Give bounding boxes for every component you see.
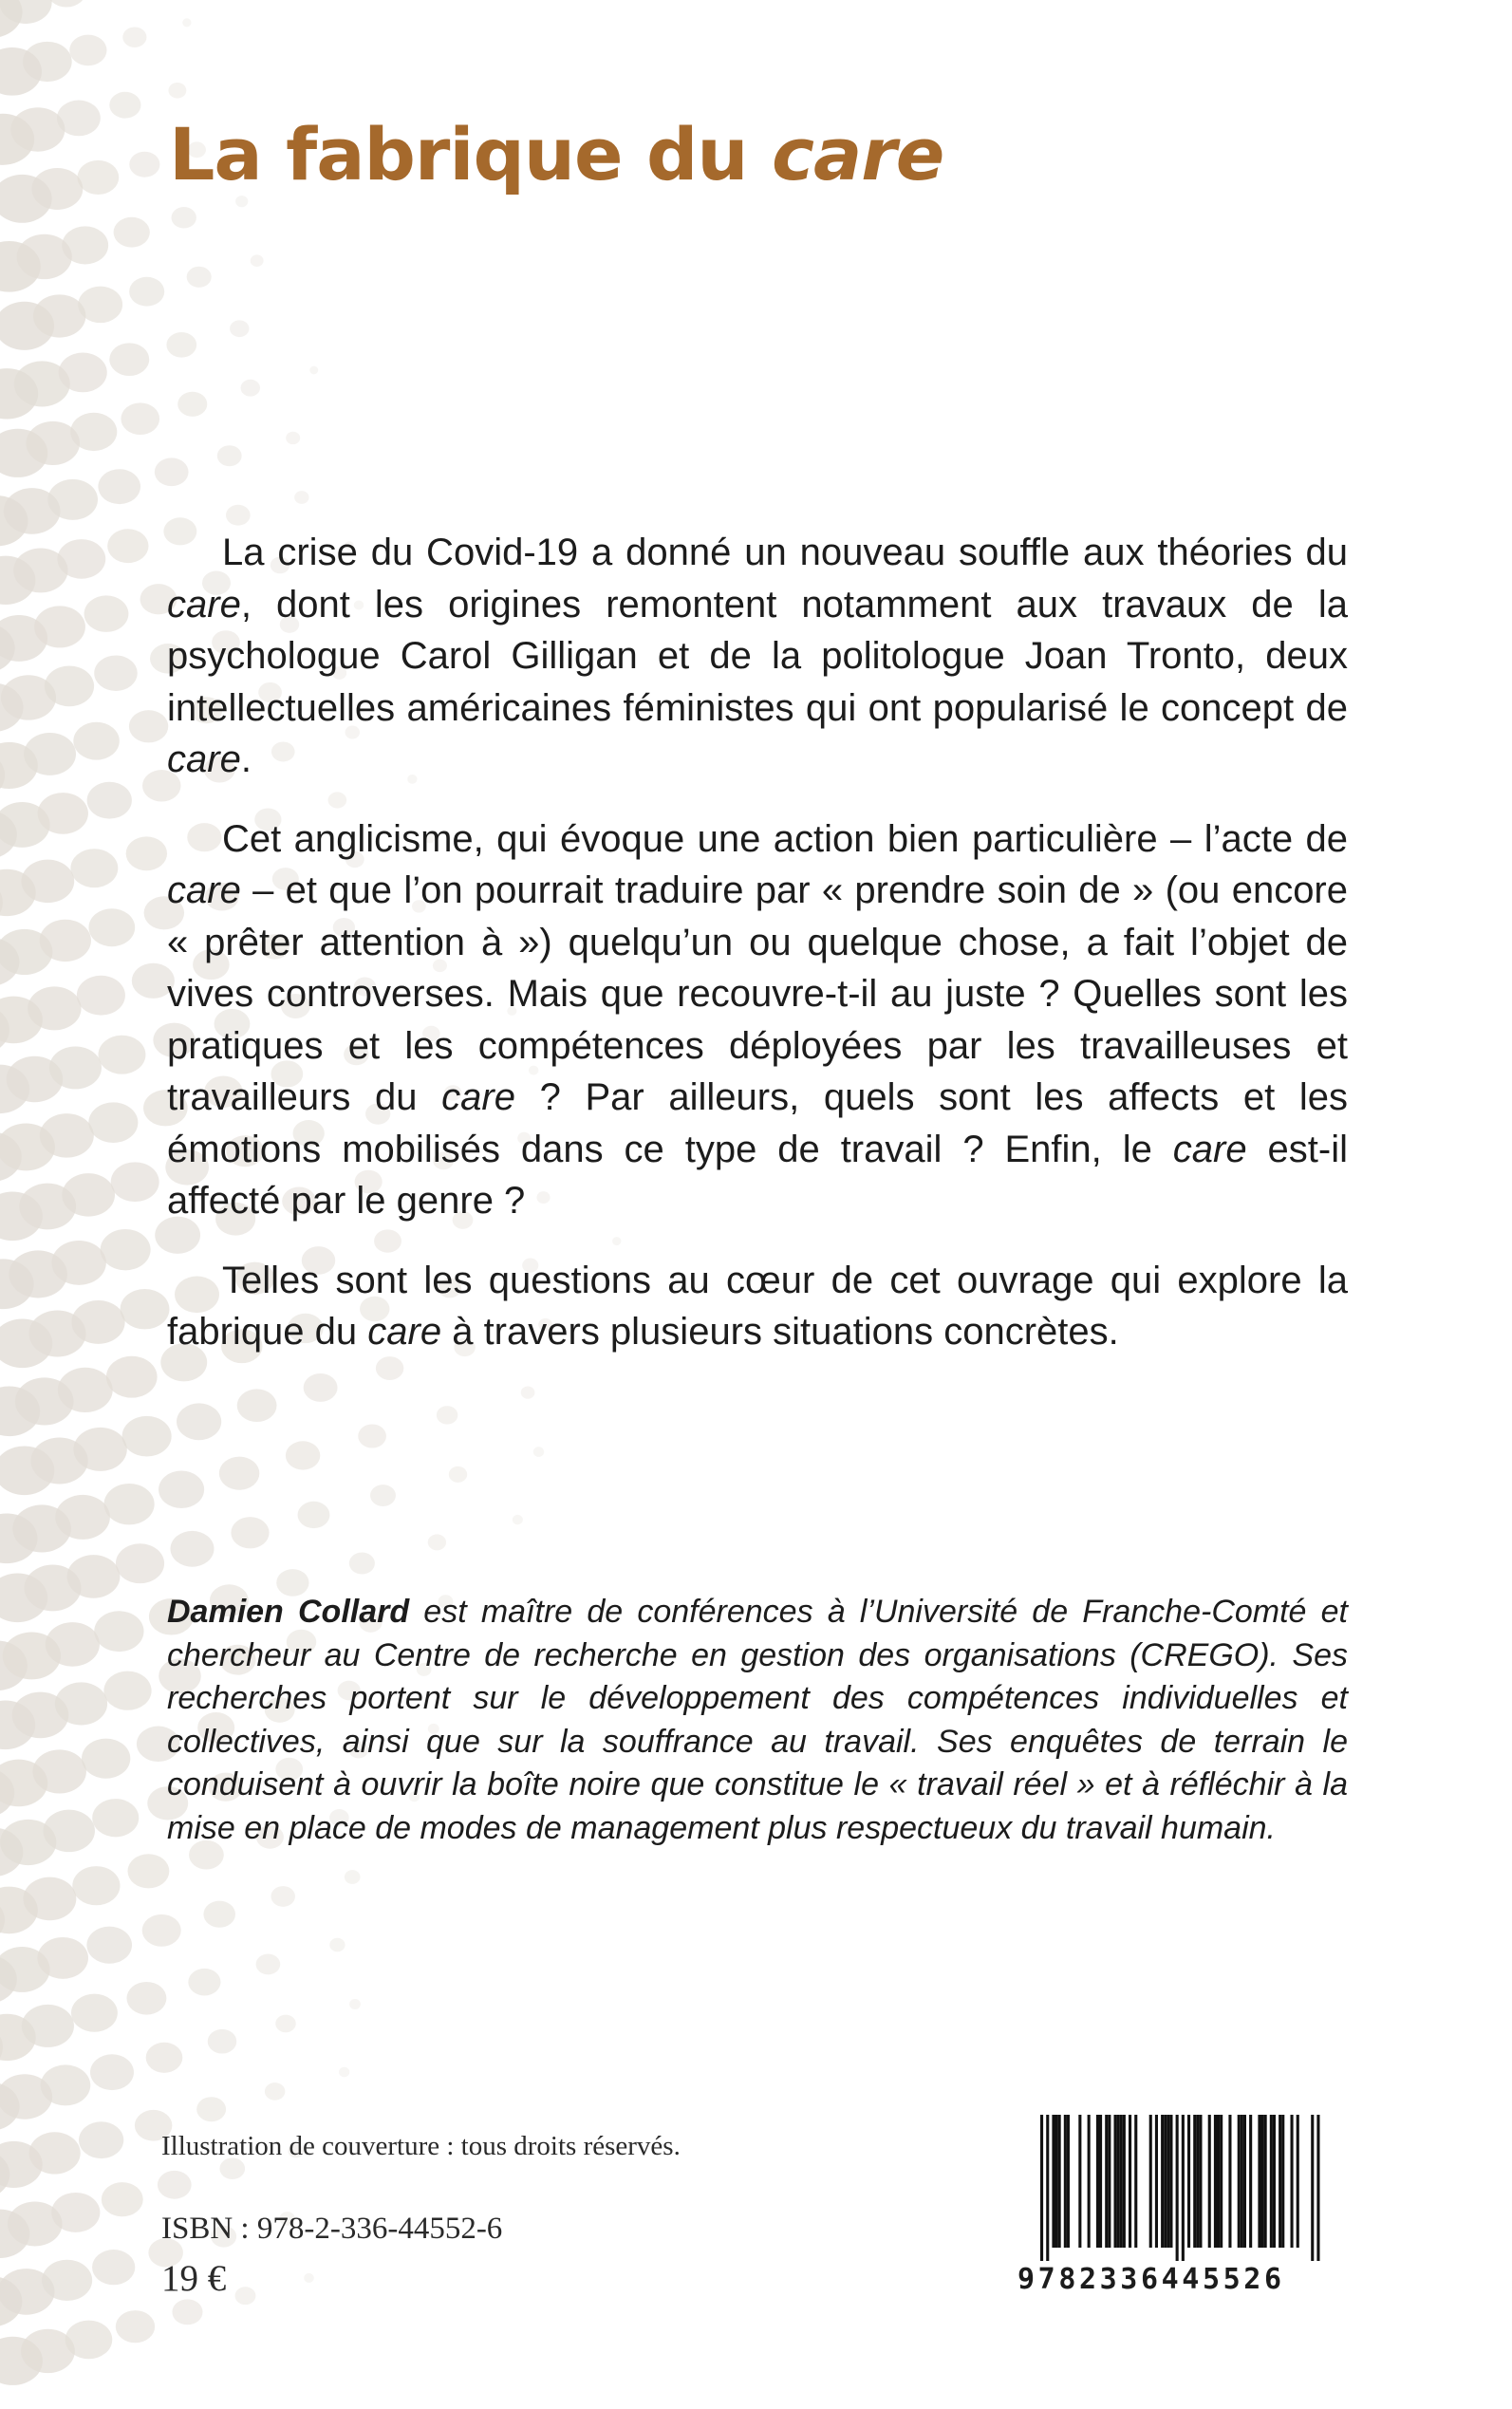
dot [51, 1241, 105, 1285]
blurb-text: Cet anglicisme, qui évoque une action bien particulière – l’acte de [222, 817, 1348, 860]
dot [72, 1866, 120, 1905]
dot [71, 1994, 118, 2032]
dot [208, 2029, 236, 2054]
barcode-bar [1064, 2115, 1067, 2248]
dot [31, 168, 83, 210]
blurb-text: Telles sont les questions au cœur de cet ouvrage qui explore la fabrique du [167, 1259, 1348, 1353]
dot [196, 2097, 226, 2121]
dot [24, 733, 76, 775]
dot [177, 392, 207, 417]
dot [121, 402, 159, 435]
barcode-bar [1196, 2115, 1199, 2248]
dot [32, 1749, 86, 1793]
dot [92, 1799, 139, 1837]
barcode-bars [1017, 2115, 1335, 2261]
barcode-bar [1208, 2115, 1211, 2248]
dot [101, 1229, 151, 1270]
barcode-bar [1217, 2115, 1220, 2248]
dot [94, 1611, 143, 1652]
blurb-text: La crise du Covid-19 a donné un nouveau souffle aux théories du [222, 532, 1348, 573]
barcode-bar [1149, 2115, 1152, 2248]
dot [45, 666, 94, 707]
dot [41, 2064, 91, 2105]
barcode-bar [1176, 2115, 1179, 2261]
barcode-bar [1046, 2115, 1049, 2261]
barcode-bar [1261, 2115, 1264, 2248]
barcode-bar [1241, 2115, 1243, 2248]
barcode-bar [1105, 2115, 1108, 2248]
dot [10, 107, 65, 152]
barcode-bar [1273, 2115, 1276, 2248]
dot [428, 1534, 446, 1550]
dot [82, 1739, 130, 1779]
dot [126, 1982, 166, 2015]
dot [77, 976, 125, 1016]
dot [55, 1682, 107, 1725]
dot [219, 1457, 260, 1490]
dot [349, 1552, 375, 1574]
dot [286, 1441, 320, 1469]
dot [304, 2273, 314, 2283]
barcode-bar [1311, 2115, 1314, 2261]
dot [265, 2082, 285, 2101]
barcode-bar [1187, 2115, 1190, 2248]
barcode-bar [1120, 2115, 1123, 2248]
dot [106, 1356, 158, 1398]
dot [62, 226, 108, 264]
dot [90, 2054, 134, 2090]
dot [70, 413, 117, 451]
blurb-text: . [240, 738, 252, 780]
barcode-bar [1040, 2115, 1043, 2261]
blurb-text: , dont les origines remontent notamment aux travaux de la psychologue Carol Gilligan et de la politologue Joan Tronto, deux intellectuelles américaines féministes qui ont popularisé le concept de [167, 583, 1348, 729]
author-bio-text: est maître de conférences à l’Université de Franche-Comté et chercheur au Centre de recherche en gestion des organisations (CREGO). Ses recherches portent sur le développement des compétences individuelles et collectives, ainsi que sur la souffrance au travail. Ses enquêtes de terrain le conduisent à ouvrir la boîte noire que constitue le « travail réel » et à réfléchir à la mise en place de modes de management plus respectueux du travail humain. [167, 1594, 1348, 1846]
dot [358, 1424, 386, 1447]
barcode-bar [1096, 2115, 1099, 2248]
dot [33, 294, 85, 337]
book-title [169, 112, 943, 196]
dot [298, 1502, 330, 1528]
barcode-digits: 9782336445526 [1017, 2263, 1285, 2296]
dot [102, 2182, 143, 2216]
dot [235, 2287, 256, 2305]
dot [339, 2067, 349, 2078]
dot [158, 2171, 192, 2199]
dot [86, 1927, 132, 1964]
dot [67, 1555, 121, 1598]
blurb-text: – et que l’on pourrait traduire par « prendre soin de » (ou encore « prêter attention à ») quelqu’un ou quelque chose, a fait l’objet de vives controverses. Mais que recouvre-t-il au juste ? Quelles sont les pratiques et les compétences déployées par les travailleuses et travailleurs du [167, 869, 1348, 1118]
barcode-bar [1214, 2115, 1217, 2248]
dot [73, 722, 120, 760]
dot [38, 793, 88, 834]
dot [521, 1386, 535, 1398]
dot [21, 860, 74, 903]
price: 19 € [161, 2258, 227, 2299]
dot [73, 1428, 126, 1471]
dot [172, 2299, 202, 2325]
barcode-bar [1264, 2115, 1267, 2248]
barcode-bar [1258, 2115, 1260, 2248]
dot [59, 353, 107, 393]
dot [92, 2250, 135, 2285]
barcode-bar [1114, 2115, 1117, 2248]
blurb-italic: care [167, 583, 241, 626]
dot [275, 2015, 296, 2033]
barcode-bar [1270, 2115, 1273, 2248]
dot [98, 469, 140, 504]
barcode-bar [1249, 2115, 1252, 2248]
dot [98, 1036, 145, 1074]
dot [122, 27, 146, 47]
dot [159, 1471, 204, 1508]
dot [70, 849, 118, 887]
barcode-bar [1052, 2115, 1055, 2248]
barcode-bar [1297, 2115, 1299, 2248]
dot [129, 152, 159, 177]
dot [168, 83, 186, 99]
dot [237, 1389, 277, 1422]
dot [103, 1671, 151, 1710]
blurb-text: ? Par ailleurs, quels sont les affects et les émotions mobilisés dans ce type de travail ? Enfin, le [167, 1076, 1348, 1170]
barcode-bar [1279, 2115, 1281, 2248]
dot [77, 160, 119, 195]
dot [22, 2005, 74, 2047]
dot [94, 655, 138, 690]
dot [142, 1914, 181, 1947]
barcode-bar [1164, 2115, 1167, 2248]
barcode-bar [1099, 2115, 1102, 2248]
dot [23, 1877, 76, 1921]
blurb-text: à travers plusieurs situations concrètes. [441, 1311, 1119, 1353]
dot [78, 287, 122, 324]
barcode-bar [1169, 2115, 1172, 2248]
dot [271, 1886, 294, 1907]
barcode-bar [1167, 2115, 1169, 2248]
barcode-bar [1117, 2115, 1120, 2248]
dot [40, 920, 91, 962]
dot [57, 101, 101, 137]
barcode-bar [1161, 2115, 1164, 2248]
dot [251, 254, 264, 267]
isbn: ISBN : 978-2-336-44552-6 [161, 2212, 503, 2246]
dot [122, 1416, 172, 1457]
dot [42, 2260, 92, 2301]
blurb-text: est-il affecté par le genre ? [167, 1128, 1348, 1222]
dot [88, 908, 135, 946]
barcode-bar [1193, 2115, 1196, 2248]
dot [345, 1870, 361, 1884]
dot [294, 491, 308, 504]
dot [217, 445, 242, 466]
dot [449, 1466, 467, 1483]
dot [55, 1495, 110, 1540]
dot [116, 1543, 164, 1583]
dot [79, 2121, 123, 2158]
dot [104, 1484, 155, 1524]
dot [155, 458, 189, 486]
title-main: La fabrique du [169, 112, 772, 196]
dot [121, 1289, 170, 1329]
dot [28, 986, 81, 1030]
barcode-bar [1182, 2115, 1185, 2261]
blurb-paragraph-1 [167, 527, 1348, 786]
dot [349, 1999, 361, 2009]
dot [23, 42, 72, 82]
barcode-bar [1291, 2115, 1294, 2248]
dot [126, 836, 167, 870]
dot [370, 1485, 396, 1506]
dot [49, 1046, 102, 1089]
barcode-bar [1281, 2115, 1284, 2248]
dot [513, 1515, 523, 1524]
dot [40, 1113, 94, 1157]
isbn-barcode [1017, 2115, 1335, 2296]
dot [437, 1406, 457, 1424]
barcode-bar [1155, 2115, 1158, 2248]
dot [65, 2321, 113, 2360]
dot [256, 1954, 281, 1975]
dot [146, 2043, 183, 2073]
dot [47, 479, 98, 520]
cover-illustration-credit: Illustration de couverture : tous droits réservés. [161, 2131, 681, 2161]
dot [57, 539, 105, 579]
dot [533, 1447, 544, 1457]
blurb-paragraph-2 [167, 813, 1348, 1227]
blurb-italic: care [1172, 1128, 1247, 1170]
dot [230, 320, 249, 337]
dot [231, 1517, 269, 1548]
dot [37, 1937, 88, 1979]
dot [166, 332, 196, 358]
dot [87, 782, 132, 819]
barcode-bar [1228, 2115, 1231, 2248]
barcode-bar [1238, 2115, 1241, 2248]
blurb-italic: care [367, 1311, 442, 1353]
blurb-italic: care [167, 738, 241, 780]
dot [47, 0, 85, 8]
dot [286, 432, 300, 444]
dot [109, 343, 149, 376]
blurb-paragraph-3 [167, 1255, 1348, 1358]
dot [71, 1300, 124, 1344]
dot [203, 1901, 235, 1928]
dot [88, 1102, 138, 1143]
dot [129, 710, 168, 742]
dot [309, 366, 318, 375]
dot [177, 1403, 221, 1440]
dot [129, 277, 164, 307]
barcode-bar [1108, 2115, 1111, 2248]
dot [34, 606, 85, 647]
barcode-bar [1220, 2115, 1223, 2248]
dot [69, 35, 106, 66]
dot [29, 2132, 81, 2174]
barcode-bar [1134, 2115, 1137, 2248]
dot [187, 267, 212, 288]
barcode-bar [1058, 2115, 1061, 2248]
dot [240, 380, 260, 397]
dot [182, 18, 191, 27]
blurb-italic: care [441, 1076, 515, 1118]
barcode-bar [1123, 2115, 1126, 2248]
barcode-bar [1316, 2115, 1319, 2261]
dot [107, 529, 148, 563]
title-italic: care [771, 112, 944, 196]
barcode-bar [1088, 2115, 1091, 2248]
dot [51, 2193, 100, 2232]
dot [235, 196, 248, 207]
dot [329, 1938, 345, 1952]
dot [170, 1531, 214, 1567]
dot [226, 505, 251, 526]
dot [116, 2310, 155, 2343]
barcode-bar [1067, 2115, 1070, 2248]
barcode-bar [1078, 2115, 1081, 2248]
dot [188, 1969, 220, 1996]
dot [172, 207, 196, 228]
barcode-bar [1129, 2115, 1131, 2248]
dot [46, 1622, 100, 1667]
barcode-bar [1055, 2115, 1058, 2248]
blurb-italic: care [167, 869, 241, 911]
author-bio [167, 1591, 1348, 1850]
dot [84, 595, 129, 631]
author-name: Damien Collard [167, 1594, 410, 1630]
barcode-bar [1243, 2115, 1246, 2248]
dot [114, 217, 150, 248]
dot [62, 1173, 115, 1216]
dot [44, 1810, 95, 1853]
dot [111, 1162, 159, 1202]
back-cover-blurb [167, 527, 1348, 1386]
dot [127, 1854, 169, 1888]
barcode-bar [1199, 2115, 1202, 2248]
dot [109, 92, 140, 119]
dot [58, 1368, 113, 1412]
